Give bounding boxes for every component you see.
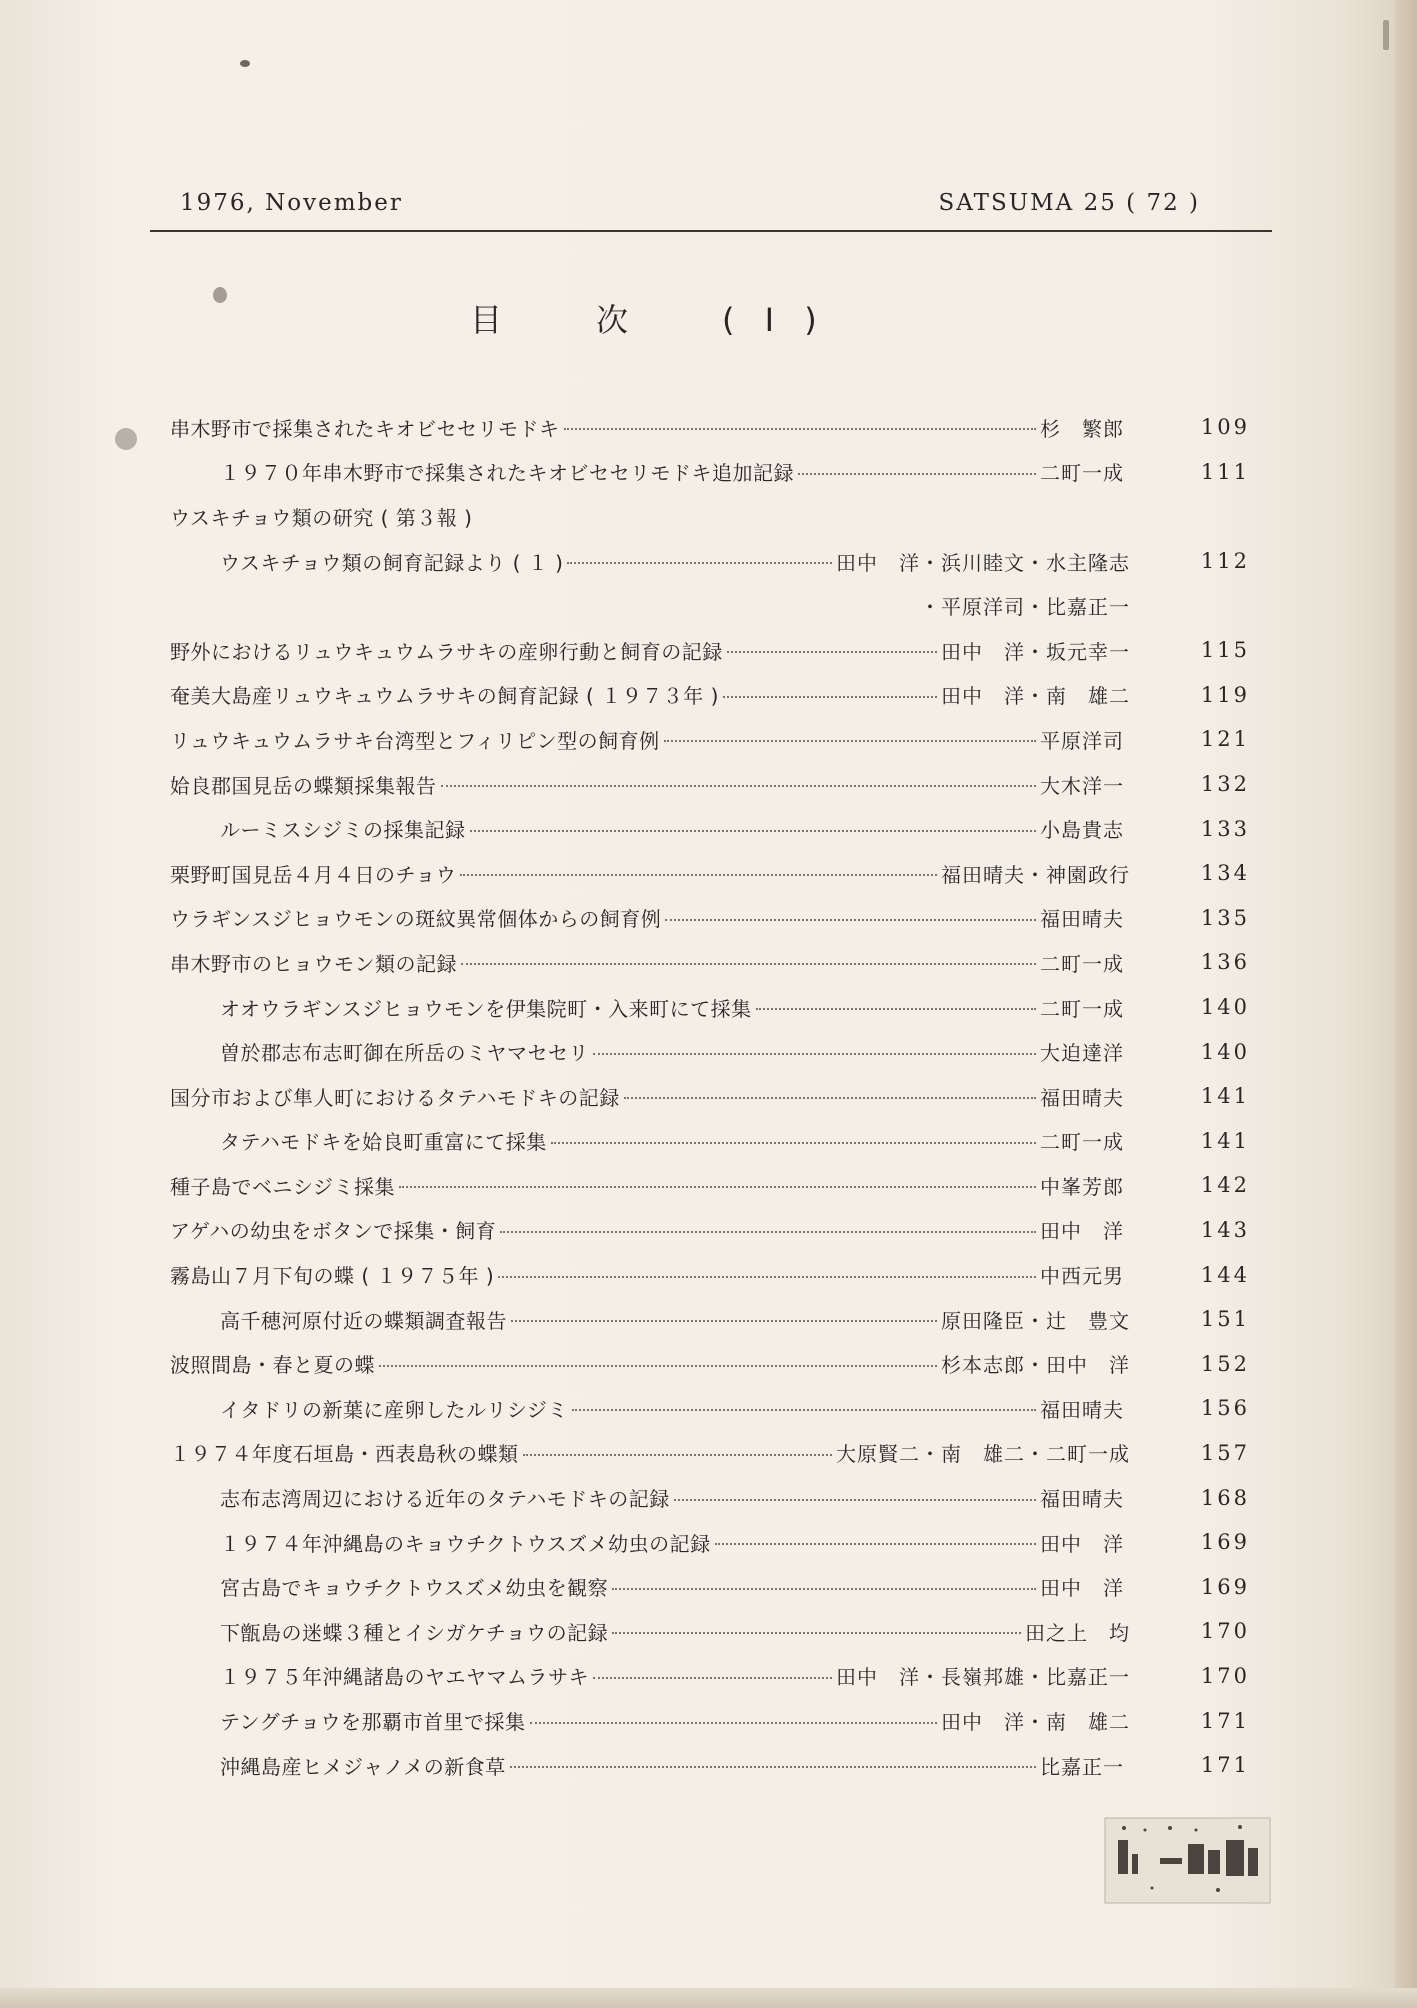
- dot-leader: [461, 963, 1036, 965]
- entry-page-number: 168: [1200, 1485, 1250, 1510]
- entry-title: タテハモドキを姶良町重富にて採集: [220, 1130, 547, 1155]
- entry-page-number: 132: [1200, 772, 1250, 797]
- entry-title: 串木野市のヒョウモン類の記録: [170, 951, 457, 976]
- dot-leader: [723, 696, 937, 698]
- entry-author: 田中 洋・坂元幸一: [941, 639, 1130, 664]
- toc-entry: [170, 1654, 1250, 1699]
- toc-entry: [170, 1208, 1250, 1253]
- entry-title: イタドリの新葉に産卵したルリシジミ: [220, 1397, 568, 1422]
- dot-leader: [523, 1454, 833, 1456]
- entry-page-number: 170: [1200, 1663, 1250, 1688]
- entry-author: 福田晴夫: [1040, 907, 1124, 932]
- dot-leader: [593, 1677, 832, 1679]
- dot-leader: [572, 1409, 1036, 1411]
- entry-title: 栗野町国見岳４月４日のチョウ: [170, 862, 457, 887]
- dot-leader: [498, 1276, 1036, 1278]
- running-header: [150, 190, 1270, 230]
- toc-entry: [170, 1698, 1250, 1743]
- entry-page-number: 133: [1200, 816, 1250, 841]
- dot-leader: [470, 830, 1037, 832]
- entry-page-number: 136: [1200, 950, 1250, 975]
- entry-author: 二町一成: [1040, 951, 1124, 976]
- entry-author: 中峯芳郎: [1040, 1174, 1124, 1199]
- dot-leader: [510, 1766, 1036, 1768]
- entry-page-number: 141: [1200, 1084, 1250, 1109]
- entry-title: １９７４年度石垣島・西表島秋の蝶類: [170, 1442, 519, 1467]
- entry-page-number: 151: [1200, 1307, 1250, 1332]
- toc-entry: [170, 405, 1250, 450]
- toc-entry: [170, 1341, 1250, 1386]
- entry-title: ウスキチョウ類の飼育記録より ( １ ): [220, 550, 564, 575]
- scan-speck: [115, 428, 137, 450]
- entry-page-number: 140: [1200, 995, 1250, 1020]
- entry-page-number: 143: [1200, 1217, 1250, 1242]
- entry-author: 二町一成: [1040, 1130, 1124, 1155]
- toc-entry: [170, 1520, 1250, 1565]
- entry-title: 姶良郡国見岳の蝶類採集報告: [170, 773, 437, 798]
- entry-page-number: 121: [1200, 727, 1250, 752]
- entry-page-number: 119: [1200, 682, 1250, 707]
- dot-leader: [530, 1722, 938, 1724]
- toc-entry: [170, 673, 1250, 718]
- toc-entry: [170, 806, 1250, 851]
- entry-page-number: 170: [1200, 1619, 1250, 1644]
- entry-page-number: 109: [1200, 415, 1250, 440]
- library-stamp: [1100, 1810, 1275, 1910]
- entry-author: 田之上 均: [1025, 1620, 1130, 1645]
- entry-author: 中西元男: [1040, 1264, 1124, 1289]
- toc-entry: [170, 851, 1250, 896]
- toc-entry: [170, 1163, 1250, 1208]
- dot-leader: [665, 919, 1036, 921]
- dot-leader: [593, 1053, 1036, 1055]
- entry-title: テングチョウを那覇市首里で採集: [220, 1710, 526, 1735]
- toc-entry: [170, 762, 1250, 807]
- toc-entry: [170, 1475, 1250, 1520]
- dot-leader: [674, 1499, 1036, 1501]
- entry-author: 大原賢二・南 雄二・二町一成: [836, 1442, 1130, 1467]
- entry-page-number: 135: [1200, 905, 1250, 930]
- entry-title: 串木野市で採集されたキオビセセリモドキ: [170, 416, 560, 441]
- toc-entry: [170, 940, 1250, 985]
- entry-title: １９７０年串木野市で採集されたキオビセセリモドキ追加記録: [220, 461, 794, 486]
- entry-author: 福田晴夫・神園政行: [941, 862, 1130, 887]
- entry-title: １９７４年沖縄島のキョウチクトウスズメ幼虫の記録: [220, 1531, 711, 1556]
- entry-author: 二町一成: [1040, 461, 1124, 486]
- toc-entry: [170, 1029, 1250, 1074]
- entry-title: リュウキュウムラサキ台湾型とフィリピン型の飼育例: [170, 728, 660, 753]
- dot-leader: [441, 785, 1037, 787]
- toc-entry: [170, 1564, 1250, 1609]
- scan-speck: [240, 60, 250, 67]
- entry-title: 奄美大島産リュウキュウムラサキの飼育記録 ( １９７３年 ): [170, 684, 719, 709]
- entry-author: ・平原洋司・比嘉正一: [920, 595, 1130, 620]
- entry-page-number: 142: [1200, 1173, 1250, 1198]
- entry-page-number: 115: [1200, 638, 1250, 663]
- entry-title: 曽於郡志布志町御在所岳のミヤマセセリ: [220, 1041, 589, 1066]
- dot-leader: [500, 1231, 1036, 1233]
- entry-title: 国分市および隼人町におけるタテハモドキの記録: [170, 1085, 620, 1110]
- dot-leader: [399, 1186, 1036, 1188]
- entry-page-number: 141: [1200, 1128, 1250, 1153]
- dot-leader: [564, 428, 1037, 430]
- dot-leader: [727, 651, 937, 653]
- toc-entry: [170, 494, 1250, 539]
- entry-page-number: 111: [1200, 459, 1250, 484]
- entry-author: 杉 繁郎: [1040, 416, 1124, 441]
- dot-leader: [511, 1320, 937, 1322]
- entry-author: 田中 洋・南 雄二: [941, 684, 1130, 709]
- entry-title: ウラギンスジヒョウモンの斑紋異常個体からの飼育例: [170, 907, 662, 932]
- entry-page-number: 140: [1200, 1039, 1250, 1064]
- entry-page-number: 171: [1200, 1708, 1250, 1733]
- table-of-contents: [170, 405, 1250, 1805]
- dot-leader: [551, 1142, 1036, 1144]
- entry-page-number: 171: [1200, 1753, 1250, 1778]
- toc-entry: [170, 985, 1250, 1030]
- entry-title: 霧島山７月下旬の蝶 ( １９７５年 ): [170, 1264, 495, 1289]
- dot-leader: [756, 1008, 1036, 1010]
- entry-author: 平原洋司: [1040, 728, 1124, 753]
- page-edge-right: [1395, 0, 1417, 2008]
- entry-author: 田中 洋: [1040, 1531, 1124, 1556]
- dot-leader: [664, 740, 1036, 742]
- toc-entry: [170, 1074, 1250, 1119]
- entry-title: ルーミスシジミの採集記録: [220, 818, 466, 843]
- toc-entry: [170, 539, 1250, 584]
- entry-title: 宮古島でキョウチクトウスズメ幼虫を観察: [220, 1576, 609, 1601]
- toc-entry: [170, 628, 1250, 673]
- entry-page-number: 144: [1200, 1262, 1250, 1287]
- entry-title: 沖縄島産ヒメジャノメの新食草: [220, 1754, 506, 1779]
- entry-page-number: 152: [1200, 1351, 1250, 1376]
- toc-entry: [170, 1386, 1250, 1431]
- entry-author: 原田隆臣・辻 豊文: [941, 1308, 1130, 1333]
- header-date: 1976, November: [180, 190, 403, 216]
- entry-page-number: 169: [1200, 1574, 1250, 1599]
- toc-entry: [170, 1743, 1250, 1788]
- entry-title: ウスキチョウ類の研究 ( 第３報 ): [170, 505, 473, 530]
- entry-page-number: 156: [1200, 1396, 1250, 1421]
- entry-author: 大迫達洋: [1040, 1041, 1124, 1066]
- entry-title: 野外におけるリュウキュウムラサキの産卵行動と飼育の記録: [170, 639, 723, 664]
- entry-author: 小島貴志: [1040, 818, 1124, 843]
- toc-entry: [170, 583, 1250, 628]
- entry-author: 二町一成: [1040, 996, 1124, 1021]
- dot-leader: [567, 562, 832, 564]
- entry-author: 杉本志郎・田中 洋: [941, 1353, 1130, 1378]
- scan-speck: [1383, 20, 1389, 50]
- toc-entry: [170, 1431, 1250, 1476]
- header-journal: SATSUMA 25 ( 72 ): [938, 190, 1200, 216]
- entry-title: １９７５年沖縄諸島のヤエヤマムラサキ: [220, 1665, 589, 1690]
- entry-title: 高千穂河原付近の蝶類調査報告: [220, 1308, 507, 1333]
- scan-speck: [213, 287, 227, 303]
- page-title: 目 次 ( I ): [470, 301, 827, 339]
- entry-page-number: 112: [1200, 549, 1250, 574]
- toc-entry: [170, 896, 1250, 941]
- entry-title: 種子島でベニシジミ採集: [170, 1174, 395, 1199]
- dot-leader: [379, 1365, 937, 1367]
- page-edge-bottom: [0, 1988, 1417, 2008]
- dot-leader: [624, 1097, 1036, 1099]
- dot-leader: [798, 473, 1036, 475]
- entry-title: 志布志湾周辺における近年のタテハモドキの記録: [220, 1487, 670, 1512]
- header-rule: [150, 230, 1272, 232]
- entry-author: 田中 洋: [1040, 1576, 1124, 1601]
- toc-entry: [170, 1252, 1250, 1297]
- entry-page-number: 157: [1200, 1440, 1250, 1465]
- entry-author: 福田晴夫: [1040, 1487, 1124, 1512]
- entry-author: 田中 洋・南 雄二: [941, 1710, 1130, 1735]
- entry-author: 田中 洋: [1040, 1219, 1124, 1244]
- entry-title: アゲハの幼虫をボタンで採集・飼育: [170, 1219, 497, 1244]
- entry-author: 福田晴夫: [1040, 1085, 1124, 1110]
- entry-author: 田中 洋・長嶺邦雄・比嘉正一: [836, 1665, 1130, 1690]
- dot-leader: [612, 1632, 1021, 1634]
- entry-page-number: 134: [1200, 861, 1250, 886]
- toc-entry: [170, 717, 1250, 762]
- toc-entry: [170, 1297, 1250, 1342]
- entry-title: オオウラギンスジヒョウモンを伊集院町・入来町にて採集: [220, 996, 752, 1021]
- entry-author: 田中 洋・浜川睦文・水主隆志: [836, 550, 1130, 575]
- entry-page-number: 169: [1200, 1530, 1250, 1555]
- entry-author: 福田晴夫: [1040, 1397, 1124, 1422]
- entry-author: 大木洋一: [1040, 773, 1124, 798]
- dot-leader: [715, 1543, 1036, 1545]
- entry-title: 下甑島の迷蝶３種とイシガケチョウの記録: [220, 1620, 609, 1645]
- toc-entry: [170, 1609, 1250, 1654]
- dot-leader: [612, 1588, 1036, 1590]
- entry-author: 比嘉正一: [1040, 1754, 1124, 1779]
- toc-entry: [170, 1119, 1250, 1164]
- toc-entry: [170, 450, 1250, 495]
- entry-title: 波照間島・春と夏の蝶: [170, 1353, 375, 1378]
- dot-leader: [460, 874, 937, 876]
